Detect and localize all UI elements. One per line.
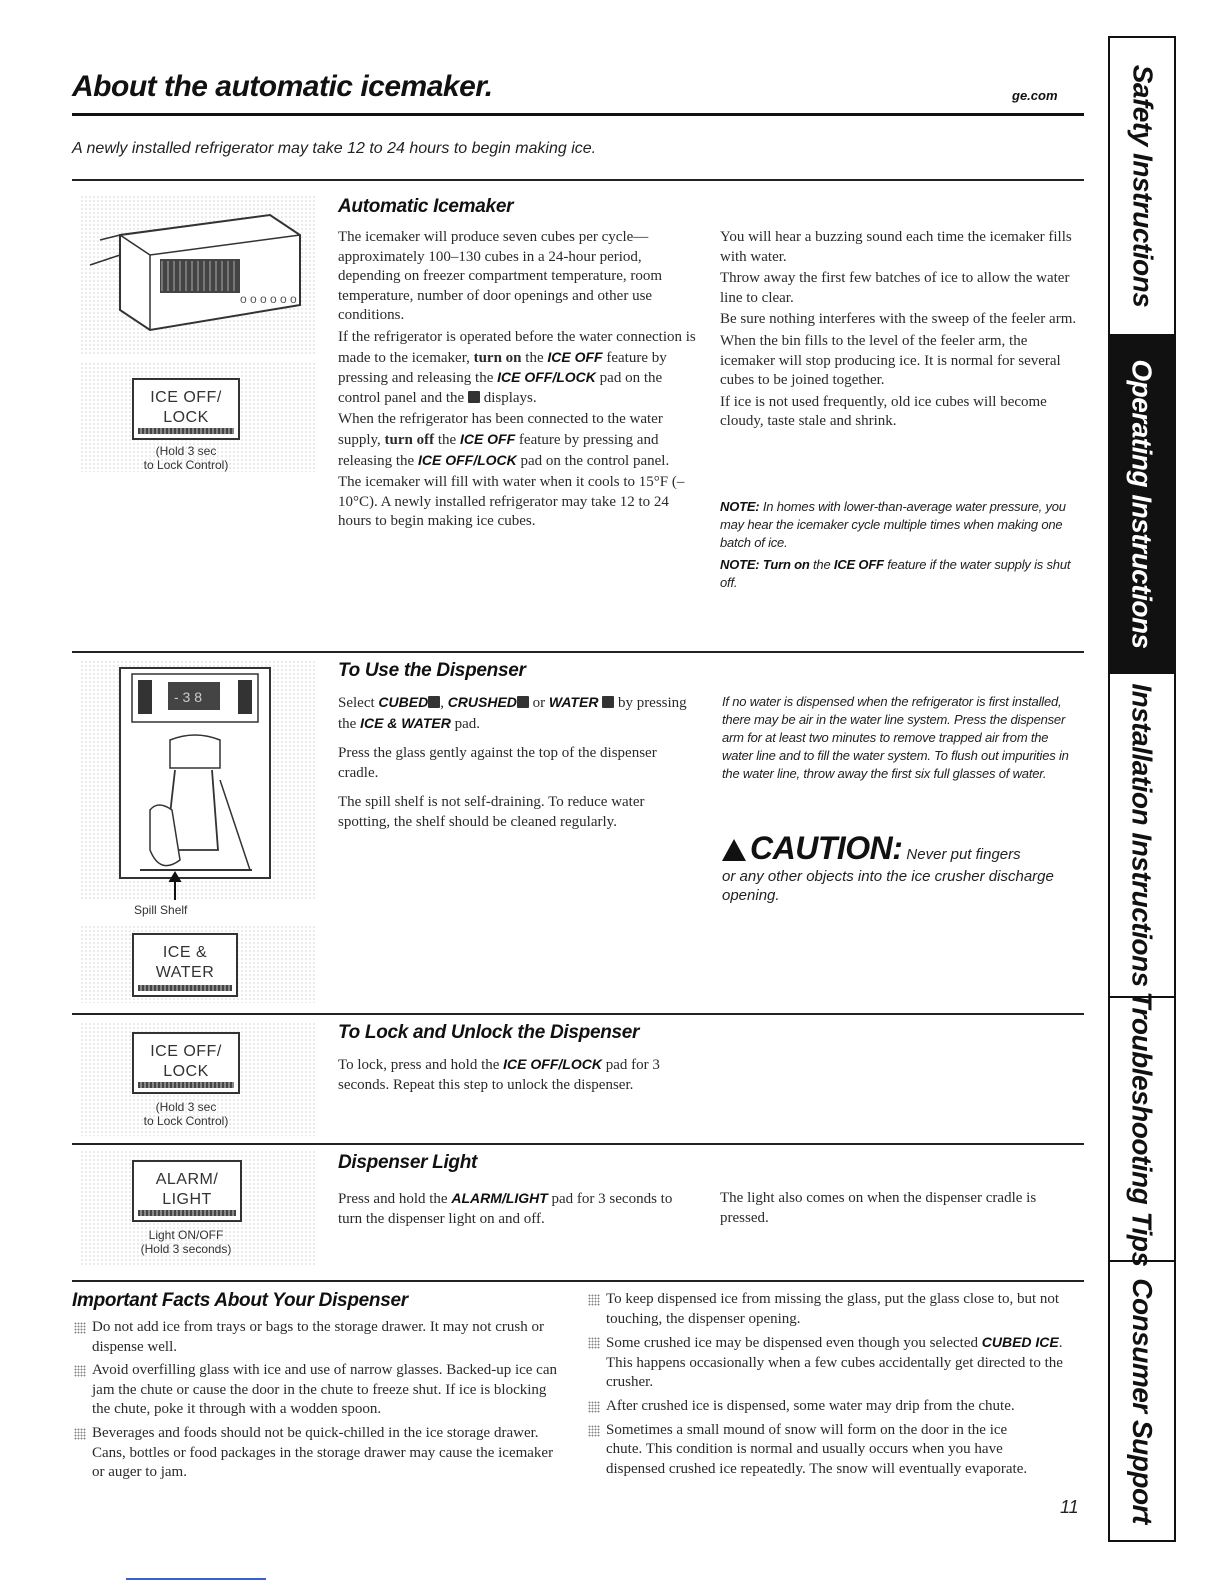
crushed-icon xyxy=(517,696,529,708)
button-caption: (Hold 3 sec to Lock Control) xyxy=(143,444,229,472)
tab-operating-instructions[interactable]: Operating Instructions xyxy=(1110,336,1174,674)
lock-panel xyxy=(80,1022,316,1136)
ice-water-button[interactable] xyxy=(132,933,238,997)
button-label: ICE OFF/ xyxy=(150,1043,222,1060)
list-item: Avoid overfilling glass with ice and use of narrow glasses. Backed-up ice can jam the chute or cause the door in the chute to freeze shut. If ice is blocking the chute, poke it through with a wodden spoon. xyxy=(72,1361,562,1420)
list-item: Beverages and foods should not be quick-chilled in the ice storage drawer. Cans, bottles or food packages in the storage drawer may cause the icemaker or auger to jam. xyxy=(72,1424,562,1483)
tab-consumer-support[interactable]: Consumer Support xyxy=(1127,1278,1158,1524)
svg-text:- 3 8: - 3 8 xyxy=(174,689,203,705)
dispenser-illustration xyxy=(80,660,316,900)
list-item: Some crushed ice may be dispensed even though you selected CUBED ICE. This happens occasionally when a few cubes accidentally get directed to the crusher. xyxy=(586,1333,1082,1393)
ice-off-indicator-icon xyxy=(468,391,480,403)
divider xyxy=(72,1013,1084,1015)
button-label: WATER xyxy=(155,964,215,981)
button-label: LOCK xyxy=(163,409,209,426)
page-title: About the automatic icemaker. xyxy=(72,70,493,103)
button-label: LOCK xyxy=(163,1063,209,1080)
dispenser-left-column: Select CUBED , CRUSHED or WATER by pressing the ICE & WATER pad. Press the glass gently against the top of the dispenser cradle. The spill shelf is not self-draining. To reduce water spotting, the shelf should be cleaned regularly. xyxy=(338,694,687,830)
divider xyxy=(72,179,1084,181)
warning-triangle-icon xyxy=(722,839,746,861)
tab-safety-instructions[interactable]: Safety Instructions xyxy=(1110,38,1174,336)
svg-text:o o o o o o: o o o o o o xyxy=(240,292,297,306)
list-item: To keep dispensed ice from missing the glass, put the glass close to, but not touching, the dispenser opening. xyxy=(586,1290,1082,1329)
facts-left-list xyxy=(72,1318,562,1487)
ice-water-panel xyxy=(80,925,316,1003)
section-heading: To Lock and Unlock the Dispenser xyxy=(338,1022,640,1043)
section-heading: Automatic Icemaker xyxy=(338,196,514,217)
tab-troubleshooting-tips[interactable]: Troubleshooting Tips xyxy=(1110,998,1174,1262)
icemaker-right-column: You will hear a buzzing sound each time the icemaker fills with water. Throw away the first few batches of ice to allow the water line to clear. Be sure nothing interferes with the sweep of the feeler arm. When the bin fills to the level of the feeler arm, the icemaker will stop producing ice. It is normal for several cubes to be joined together. If ice is not used frequently, old ice cubes will become cloudy, taste stale and shrink. xyxy=(720,229,1077,430)
list-item: Sometimes a small mound of snow will form on the door in the ice chute. This condition is normal and usually occurs when you have dispensed crushed ice repeatedly. The snow will eventually evaporate. xyxy=(586,1421,1046,1480)
light-text: Press and hold the ALARM/LIGHT pad for 3 seconds to turn the dispenser light on and off. xyxy=(338,1190,673,1227)
facts-right-list xyxy=(586,1290,1082,1483)
icemaker-drawing xyxy=(80,195,316,355)
list-item: Do not add ice from trays or bags to the storage drawer. It may not crush or dispense well. xyxy=(72,1318,562,1357)
lock-text: To lock, press and hold the ICE OFF/LOCK pad for 3 seconds. Repeat this step to unlock the dispenser. xyxy=(338,1056,660,1093)
divider xyxy=(72,1143,1084,1145)
list-item: After crushed ice is dispensed, some water may drip from the chute. xyxy=(586,1397,1082,1417)
button-label: ALARM/ xyxy=(155,1171,219,1188)
section-tabs xyxy=(1108,36,1176,1542)
button-label: ICE OFF/ xyxy=(150,389,222,406)
site-name: ge.com xyxy=(1012,88,1058,103)
divider xyxy=(72,651,1084,653)
tab-installation-instructions[interactable]: Installation Instructions xyxy=(1110,674,1174,998)
section-heading: To Use the Dispenser xyxy=(338,660,526,681)
icemaker-left-column: The icemaker will produce seven cubes per cycle—approximately 100–130 cubes in a 24-hour period, depending on freezer compartment temperature, room temperature, number of door openings and other use conditions. If the refrigerator is operated before the water connection is made to the icemaker, turn on the ICE OFF feature by pressing and releasing the ICE OFF/LOCK pad on the control panel and the displays. When the refrigerator has been connected to the water supply, turn off the ICE OFF feature by pressing and releasing the ICE OFF/LOCK pad on the control panel. The icemaker will fill with water when it cools to 15°F (–10°C). A newly installed refrigerator may take 12 to 24 hours to begin making ice cubes. xyxy=(338,229,696,530)
water-icon xyxy=(602,696,614,708)
header-rule xyxy=(72,113,1084,116)
page-number: 11 xyxy=(1060,1497,1079,1517)
alarm-light-button[interactable] xyxy=(132,1160,242,1222)
dispenser-note: If no water is dispensed when the refrigerator is first installed, there may be air in the water line system. Press the dispenser arm for at least two minutes to remove trapped air from the water line and to fill the water system. To flush out impurities in the water line, throw away the first six full glasses of water. xyxy=(722,694,1069,781)
button-label: LIGHT xyxy=(162,1191,212,1208)
button-label: ICE & xyxy=(162,944,208,961)
alarm-light-panel xyxy=(80,1150,316,1266)
dispenser-drawing xyxy=(80,660,316,900)
button-caption: Light ON/OFF (Hold 3 seconds) xyxy=(140,1228,232,1256)
cubed-icon xyxy=(428,696,440,708)
page-subtitle: A newly installed refrigerator may take 12 to 24 hours to begin making ice. xyxy=(72,140,597,157)
spill-shelf-label: Spill Shelf xyxy=(134,903,188,917)
icemaker-illustration xyxy=(80,195,316,355)
ice-off-lock-panel xyxy=(80,362,316,472)
scan-artifact-line xyxy=(126,1578,266,1580)
divider xyxy=(72,1280,1084,1282)
section-heading: Dispenser Light xyxy=(338,1152,478,1173)
light-note: The light also comes on when the dispenser cradle is pressed. xyxy=(720,1190,1037,1226)
ice-off-lock-button[interactable] xyxy=(132,1032,240,1094)
button-caption: (Hold 3 sec to Lock Control) xyxy=(143,1100,229,1128)
caution-block: CAUTION: Never put fingers or any other objects into the ice crusher discharge opening. xyxy=(722,830,1054,904)
ice-off-lock-button[interactable] xyxy=(132,378,240,440)
icemaker-notes: NOTE: In homes with lower-than-average water pressure, you may hear the icemaker cycle multiple times when making one batch of ice. NOTE: Turn on the ICE OFF feature if the water supply is shut off. xyxy=(720,499,1071,590)
section-heading: Important Facts About Your Dispenser xyxy=(72,1290,408,1311)
